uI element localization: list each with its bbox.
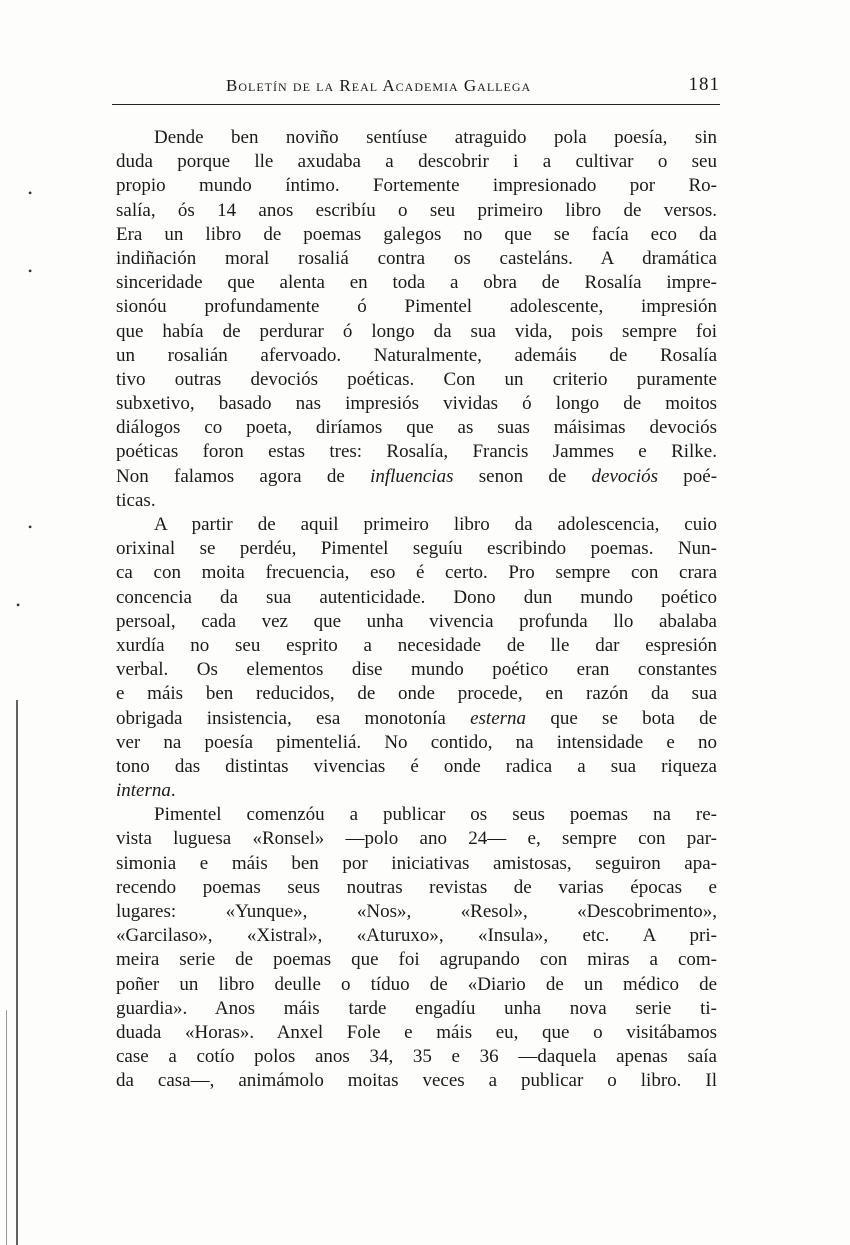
italic-word: devociós <box>591 465 659 487</box>
text-line: Dende ben noviño sentíuse atraguido pola poesía, sin <box>154 127 717 148</box>
text-line: da casa—, animámolo moitas veces a publicar o libro. Il <box>116 1070 717 1092</box>
text-line: duada «Horas». Anxel Fole e máis eu, que o visitábamos <box>116 1021 717 1043</box>
margin-dot: • <box>28 520 33 534</box>
italic-word: esterna <box>470 707 527 729</box>
paragraph <box>116 513 717 803</box>
page-number: 181 <box>688 74 720 95</box>
margin-dot: • <box>16 598 21 612</box>
text-line: guardia». Anos máis tarde engadíu unha nova serie ti- <box>116 997 717 1019</box>
text-line: salía, ós 14 anos escribíu o seu primeiro libro de versos. <box>116 199 717 221</box>
text-line: duda porque lle axudaba a descobrir i a cultivar o seu <box>116 151 717 173</box>
text-line: xurdía no seu esprito a necesidade de lle dar espresión <box>116 634 717 656</box>
italic-word: interna <box>116 780 171 802</box>
text-line: un rosalián afervoado. Naturalmente, ademáis de Rosalía <box>116 344 717 366</box>
paragraph <box>116 803 717 1093</box>
text-line: A partir de aquil primeiro libro da adolescencia, cuio <box>154 514 717 535</box>
text-line-with-italics: Non falamos agora de influencias senon de devociós poé- <box>116 465 717 487</box>
text-line: subxetivo, basado nas impresiós vividas ó longo de moitos <box>116 393 717 415</box>
paragraph <box>116 126 717 513</box>
text-line: tono das distintas vivencias é onde radica a sua riqueza <box>116 755 717 777</box>
text-line: concencia da sua autenticidade. Dono dun mundo poético <box>116 586 717 608</box>
text-line: sionóu profundamente ó Pimentel adolescente, impresión <box>116 296 717 318</box>
text-line: propio mundo íntimo. Fortemente impresionado por Ro- <box>116 175 717 197</box>
text-line: poñer un libro deulle o tíduo de «Diario de un médico de <box>116 973 717 995</box>
text-line: meira serie de poemas que foi agrupando con miras a com- <box>116 949 717 971</box>
running-title: Boletín de la Real Academia Gallega <box>226 76 532 95</box>
text-line: poéticas foron estas tres: Rosalía, Francis Jammes e Rilke. <box>116 441 717 463</box>
text-line: tivo outras devociós poéticas. Con un criterio puramente <box>116 368 717 390</box>
text-line: que había de perdurar ó longo da sua vida, pois sempre foi <box>116 320 717 342</box>
text-line: recendo poemas seus noutras revistas de varias épocas e <box>116 876 717 898</box>
text-line: verbal. Os elementos dise mundo poético eran constantes <box>116 659 717 681</box>
text-line: «Garcilaso», «Xistral», «Aturuxo», «Insula», etc. A pri- <box>116 925 717 947</box>
text-line: persoal, cada vez que unha vivencia profunda llo abalaba <box>116 610 717 632</box>
page-header <box>112 74 720 105</box>
text-line: case a cotío polos anos 34, 35 e 36 —daquela apenas saía <box>116 1046 717 1068</box>
text-line: vista luguesa «Ronsel» —polo ano 24— e, sempre con par- <box>116 828 717 850</box>
text-line: diálogos co poeta, diríamos que as suas máisimas devociós <box>116 417 717 439</box>
text-line-with-italics: interna. <box>116 780 176 802</box>
text-line: simonia e máis ben por iniciativas amistosas, seguiron apa- <box>116 852 717 874</box>
text-line-with-italics: obrigada insistencia, esa monotonía esterna que se bota de <box>116 707 717 729</box>
text-line: sinceridade que alenta en toda a obra de Rosalía impre- <box>116 272 717 294</box>
text-line: orixinal se perdéu, Pimentel seguíu escribindo poemas. Nun- <box>116 538 717 560</box>
body-text <box>116 126 717 1094</box>
text-line: ver na poesía pimenteliá. No contido, na intensidade e no <box>116 731 717 753</box>
text-line: Pimentel comenzóu a publicar os seus poemas na re- <box>154 804 717 826</box>
margin-dot: • <box>28 264 33 278</box>
margin-dot: • <box>28 186 33 200</box>
text-line: ticas. <box>116 489 156 511</box>
italic-word: influencias <box>370 465 454 487</box>
text-line: indiñación moral rosaliá contra os casteláns. A dramática <box>116 247 717 269</box>
scan-edge-line-secondary <box>6 1010 7 1245</box>
text-line: lugares: «Yunque», «Nos», «Resol», «Descobrimento», <box>116 901 717 922</box>
scan-edge-line <box>16 700 18 1245</box>
text-line: ca con moita frecuencia, eso é certo. Pro sempre con crara <box>116 562 717 584</box>
text-line: Era un libro de poemas galegos no que se facía eco da <box>116 223 717 245</box>
text-line: e máis ben reducidos, de onde procede, en razón da sua <box>116 683 717 705</box>
